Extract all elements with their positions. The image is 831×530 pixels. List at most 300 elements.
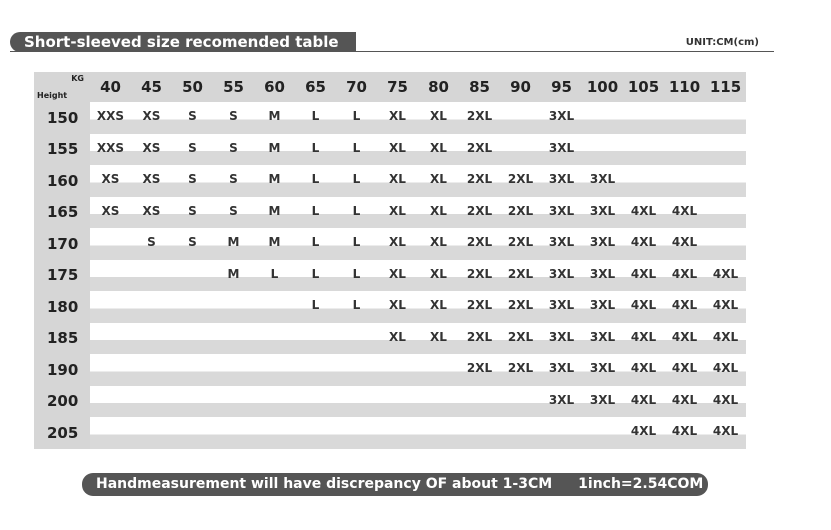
size-value: M <box>268 140 281 155</box>
height-cell: 190 <box>34 354 90 386</box>
size-cell <box>172 102 213 134</box>
size-value: 3XL <box>589 172 616 187</box>
weight-header: 40 <box>100 78 121 96</box>
size-value: 4XL <box>712 392 739 407</box>
height-cell: 205 <box>34 417 90 449</box>
size-value: M <box>268 203 281 218</box>
size-value: S <box>188 109 197 124</box>
size-cell <box>705 165 746 197</box>
size-cell <box>131 165 172 197</box>
size-value: 2XL <box>466 329 493 344</box>
size-cell <box>623 417 664 449</box>
size-value: XS <box>142 203 161 218</box>
size-cell <box>459 291 500 323</box>
size-cell <box>377 260 418 292</box>
size-value: M <box>227 235 240 250</box>
size-value: 4XL <box>630 392 657 407</box>
weight-header: 65 <box>305 78 326 96</box>
size-cell <box>664 102 705 134</box>
size-value: 4XL <box>630 235 657 250</box>
size-cell <box>418 102 459 134</box>
size-value: 4XL <box>630 266 657 281</box>
size-cell <box>336 197 377 229</box>
size-cell <box>541 228 582 260</box>
size-cell <box>295 165 336 197</box>
size-value: XL <box>389 109 406 124</box>
size-value: 3XL <box>589 266 616 281</box>
size-value: 4XL <box>630 298 657 313</box>
size-value: 4XL <box>712 266 739 281</box>
table-title-text: Short-sleeved size recomended table <box>24 33 339 51</box>
size-cell <box>377 323 418 355</box>
size-value: XS <box>142 172 161 187</box>
size-cell <box>90 102 131 134</box>
size-cell <box>131 260 172 292</box>
size-cell <box>254 228 295 260</box>
size-cell <box>500 134 541 166</box>
size-value: 2XL <box>507 266 534 281</box>
size-cell <box>418 354 459 386</box>
size-cell <box>664 291 705 323</box>
size-cell <box>582 228 623 260</box>
size-cell <box>541 291 582 323</box>
weight-header: 85 <box>469 78 490 96</box>
size-value: 4XL <box>671 392 698 407</box>
size-cell <box>90 291 131 323</box>
size-value: XL <box>389 266 406 281</box>
size-cell <box>336 354 377 386</box>
size-value: 3XL <box>548 235 575 250</box>
table-row <box>34 386 746 418</box>
size-value: 3XL <box>589 298 616 313</box>
size-cell <box>459 354 500 386</box>
size-value: 4XL <box>671 424 698 439</box>
size-value: L <box>352 109 361 124</box>
table-title <box>10 32 356 52</box>
weight-header: 60 <box>264 78 285 96</box>
size-cell <box>295 102 336 134</box>
size-value: 4XL <box>671 266 698 281</box>
size-cell <box>705 228 746 260</box>
size-cell <box>213 197 254 229</box>
size-value: L <box>352 235 361 250</box>
size-value: 3XL <box>548 361 575 376</box>
size-cell <box>541 165 582 197</box>
size-value: XL <box>430 109 447 124</box>
table-row <box>34 323 746 355</box>
size-cell <box>172 134 213 166</box>
size-cell <box>295 386 336 418</box>
size-cell <box>664 386 705 418</box>
size-cell <box>582 386 623 418</box>
size-value: 2XL <box>507 361 534 376</box>
table-row <box>34 260 746 292</box>
size-value: 2XL <box>507 235 534 250</box>
size-cell <box>582 260 623 292</box>
size-cell <box>295 417 336 449</box>
size-value: S <box>188 235 197 250</box>
size-cell <box>582 417 623 449</box>
size-value: L <box>311 140 320 155</box>
size-cell <box>705 417 746 449</box>
size-value: 2XL <box>466 109 493 124</box>
size-cell <box>213 291 254 323</box>
size-cell <box>172 386 213 418</box>
size-value: 3XL <box>589 392 616 407</box>
size-cell <box>254 165 295 197</box>
size-value: 4XL <box>712 298 739 313</box>
size-cell <box>541 260 582 292</box>
size-cell <box>582 102 623 134</box>
size-cell <box>541 102 582 134</box>
size-cell <box>418 165 459 197</box>
size-value: XS <box>142 109 161 124</box>
size-cell <box>705 260 746 292</box>
size-cell <box>295 354 336 386</box>
size-value: XL <box>430 140 447 155</box>
size-value: XL <box>430 172 447 187</box>
size-cell <box>623 165 664 197</box>
size-value: S <box>229 203 238 218</box>
size-value: 4XL <box>671 361 698 376</box>
size-cell <box>459 228 500 260</box>
table-row <box>34 165 746 197</box>
size-value: L <box>352 203 361 218</box>
size-value: 2XL <box>466 298 493 313</box>
size-value: S <box>229 172 238 187</box>
size-cell <box>418 260 459 292</box>
size-value: L <box>311 298 320 313</box>
size-cell <box>90 417 131 449</box>
size-cell <box>90 354 131 386</box>
size-value: 2XL <box>507 172 534 187</box>
size-value: XS <box>101 203 120 218</box>
size-table <box>34 72 746 449</box>
weight-header: 100 <box>586 78 619 96</box>
size-cell <box>90 260 131 292</box>
size-cell <box>459 165 500 197</box>
size-value: XL <box>430 298 447 313</box>
size-cell <box>254 354 295 386</box>
size-value: 2XL <box>466 361 493 376</box>
size-value: L <box>352 298 361 313</box>
height-cell: 165 <box>34 197 90 229</box>
size-value: M <box>268 172 281 187</box>
weight-header: 95 <box>551 78 572 96</box>
size-cell <box>295 260 336 292</box>
size-cell <box>664 323 705 355</box>
height-cell: 185 <box>34 323 90 355</box>
weight-header: 75 <box>387 78 408 96</box>
table-row <box>34 291 746 323</box>
size-cell <box>377 291 418 323</box>
size-value: 4XL <box>712 424 739 439</box>
weight-header: 55 <box>223 78 244 96</box>
table-row <box>34 354 746 386</box>
size-cell <box>336 165 377 197</box>
size-cell <box>582 197 623 229</box>
size-value: M <box>227 266 240 281</box>
size-cell <box>418 134 459 166</box>
size-value: 4XL <box>671 235 698 250</box>
size-cell <box>623 354 664 386</box>
size-cell <box>418 228 459 260</box>
table-row <box>34 102 746 134</box>
size-cell <box>500 102 541 134</box>
size-cell <box>582 323 623 355</box>
size-cell <box>213 228 254 260</box>
size-cell <box>131 291 172 323</box>
size-value: S <box>188 203 197 218</box>
size-value: L <box>311 109 320 124</box>
size-cell <box>131 417 172 449</box>
size-cell <box>213 386 254 418</box>
size-cell <box>582 291 623 323</box>
corner-cell <box>34 72 90 102</box>
size-cell <box>705 323 746 355</box>
size-value: 3XL <box>589 329 616 344</box>
size-cell <box>377 102 418 134</box>
size-cell <box>664 134 705 166</box>
table-row <box>34 228 746 260</box>
size-value: 2XL <box>466 203 493 218</box>
size-cell <box>623 228 664 260</box>
size-value: 3XL <box>548 140 575 155</box>
size-value: 3XL <box>589 361 616 376</box>
size-value: XS <box>101 172 120 187</box>
size-cell <box>418 386 459 418</box>
size-cell <box>336 291 377 323</box>
weight-header: 105 <box>627 78 660 96</box>
size-cell <box>172 228 213 260</box>
size-value: 4XL <box>630 329 657 344</box>
size-value: 2XL <box>507 203 534 218</box>
size-cell <box>500 386 541 418</box>
weight-header: 50 <box>182 78 203 96</box>
size-value: 3XL <box>589 203 616 218</box>
size-cell <box>172 260 213 292</box>
size-cell <box>336 323 377 355</box>
size-cell <box>90 197 131 229</box>
size-cell <box>459 197 500 229</box>
size-cell <box>295 228 336 260</box>
size-value: S <box>188 172 197 187</box>
unit-label: UNIT:CM(cm) <box>685 37 759 48</box>
size-cell <box>541 134 582 166</box>
size-cell <box>131 197 172 229</box>
size-cell <box>500 260 541 292</box>
table-row <box>34 197 746 229</box>
size-value: XL <box>389 140 406 155</box>
size-cell <box>90 386 131 418</box>
size-cell <box>131 323 172 355</box>
height-label: Height <box>37 91 68 100</box>
size-value: M <box>268 109 281 124</box>
size-cell <box>213 102 254 134</box>
size-value: 4XL <box>712 361 739 376</box>
height-cell: 155 <box>34 134 90 166</box>
size-value: XL <box>430 235 447 250</box>
size-cell <box>705 134 746 166</box>
size-value: 3XL <box>548 172 575 187</box>
size-cell <box>131 386 172 418</box>
size-cell <box>623 134 664 166</box>
size-cell <box>459 102 500 134</box>
size-value: 4XL <box>671 298 698 313</box>
size-cell <box>254 260 295 292</box>
inch-conversion: 1inch=2.54COM <box>578 476 704 492</box>
size-value: L <box>311 266 320 281</box>
height-cell: 180 <box>34 291 90 323</box>
size-cell <box>623 260 664 292</box>
size-cell <box>213 165 254 197</box>
size-cell <box>377 386 418 418</box>
size-value: 3XL <box>548 109 575 124</box>
size-value: 4XL <box>671 329 698 344</box>
size-cell <box>664 417 705 449</box>
size-value: 3XL <box>589 235 616 250</box>
table-row <box>34 134 746 166</box>
size-cell <box>377 417 418 449</box>
size-cell <box>213 417 254 449</box>
weight-header-row <box>34 72 746 102</box>
weight-header: 115 <box>709 78 742 96</box>
size-cell <box>623 291 664 323</box>
weight-header: 90 <box>510 78 531 96</box>
size-cell <box>90 228 131 260</box>
size-cell <box>664 228 705 260</box>
size-cell <box>172 197 213 229</box>
size-value: XXS <box>96 109 125 124</box>
size-cell <box>90 134 131 166</box>
size-cell <box>418 323 459 355</box>
size-cell <box>705 291 746 323</box>
size-cell <box>623 386 664 418</box>
size-cell <box>664 197 705 229</box>
size-cell <box>254 323 295 355</box>
size-cell <box>336 386 377 418</box>
size-cell <box>500 291 541 323</box>
size-cell <box>172 323 213 355</box>
size-cell <box>377 134 418 166</box>
size-value: XXS <box>96 140 125 155</box>
size-value: XL <box>389 298 406 313</box>
size-cell <box>705 386 746 418</box>
size-value: 4XL <box>712 329 739 344</box>
size-cell <box>336 134 377 166</box>
size-cell <box>295 323 336 355</box>
size-value: XL <box>430 329 447 344</box>
size-value: XL <box>389 203 406 218</box>
size-cell <box>582 354 623 386</box>
size-value: XS <box>142 140 161 155</box>
size-cell <box>254 134 295 166</box>
size-cell <box>254 291 295 323</box>
size-cell <box>623 102 664 134</box>
weight-header: 80 <box>428 78 449 96</box>
size-value: 2XL <box>466 140 493 155</box>
size-cell <box>254 197 295 229</box>
size-cell <box>541 323 582 355</box>
size-value: XL <box>389 172 406 187</box>
size-cell <box>500 323 541 355</box>
size-value: 2XL <box>466 172 493 187</box>
size-cell <box>623 323 664 355</box>
size-cell <box>418 291 459 323</box>
size-value: S <box>147 235 156 250</box>
size-value: 2XL <box>507 298 534 313</box>
size-value: XL <box>430 203 447 218</box>
size-cell <box>131 354 172 386</box>
size-cell <box>377 228 418 260</box>
size-cell <box>459 323 500 355</box>
size-cell <box>172 165 213 197</box>
size-cell <box>213 134 254 166</box>
size-value: S <box>229 140 238 155</box>
size-value: S <box>229 109 238 124</box>
size-cell <box>459 417 500 449</box>
size-cell <box>705 354 746 386</box>
size-cell <box>295 291 336 323</box>
size-value: 2XL <box>466 235 493 250</box>
height-cell: 170 <box>34 228 90 260</box>
height-cell: 200 <box>34 386 90 418</box>
size-cell <box>582 134 623 166</box>
size-value: L <box>311 172 320 187</box>
size-cell <box>705 102 746 134</box>
size-value: L <box>311 235 320 250</box>
size-table-body <box>34 102 746 449</box>
size-cell <box>500 228 541 260</box>
size-cell <box>705 197 746 229</box>
size-value: 2XL <box>466 266 493 281</box>
size-cell <box>500 197 541 229</box>
size-value: XL <box>389 329 406 344</box>
size-value: 4XL <box>671 203 698 218</box>
size-cell <box>131 228 172 260</box>
size-value: 4XL <box>630 424 657 439</box>
size-cell <box>377 354 418 386</box>
size-cell <box>500 165 541 197</box>
size-cell <box>172 417 213 449</box>
weight-header: 70 <box>346 78 367 96</box>
kg-label: KG <box>71 74 84 83</box>
size-cell <box>541 197 582 229</box>
size-value: L <box>311 203 320 218</box>
size-cell <box>418 197 459 229</box>
size-cell <box>377 165 418 197</box>
size-value: S <box>188 140 197 155</box>
size-value: XL <box>430 266 447 281</box>
size-cell <box>541 354 582 386</box>
size-cell <box>254 102 295 134</box>
size-cell <box>295 197 336 229</box>
height-cell: 175 <box>34 260 90 292</box>
size-value: L <box>270 266 279 281</box>
size-value: 3XL <box>548 392 575 407</box>
size-value: XL <box>389 235 406 250</box>
size-value: M <box>268 235 281 250</box>
size-cell <box>295 134 336 166</box>
size-cell <box>336 417 377 449</box>
size-cell <box>664 165 705 197</box>
height-cell: 150 <box>34 102 90 134</box>
weight-header: 45 <box>141 78 162 96</box>
size-value: L <box>352 266 361 281</box>
size-cell <box>664 354 705 386</box>
size-cell <box>213 260 254 292</box>
size-cell <box>377 197 418 229</box>
